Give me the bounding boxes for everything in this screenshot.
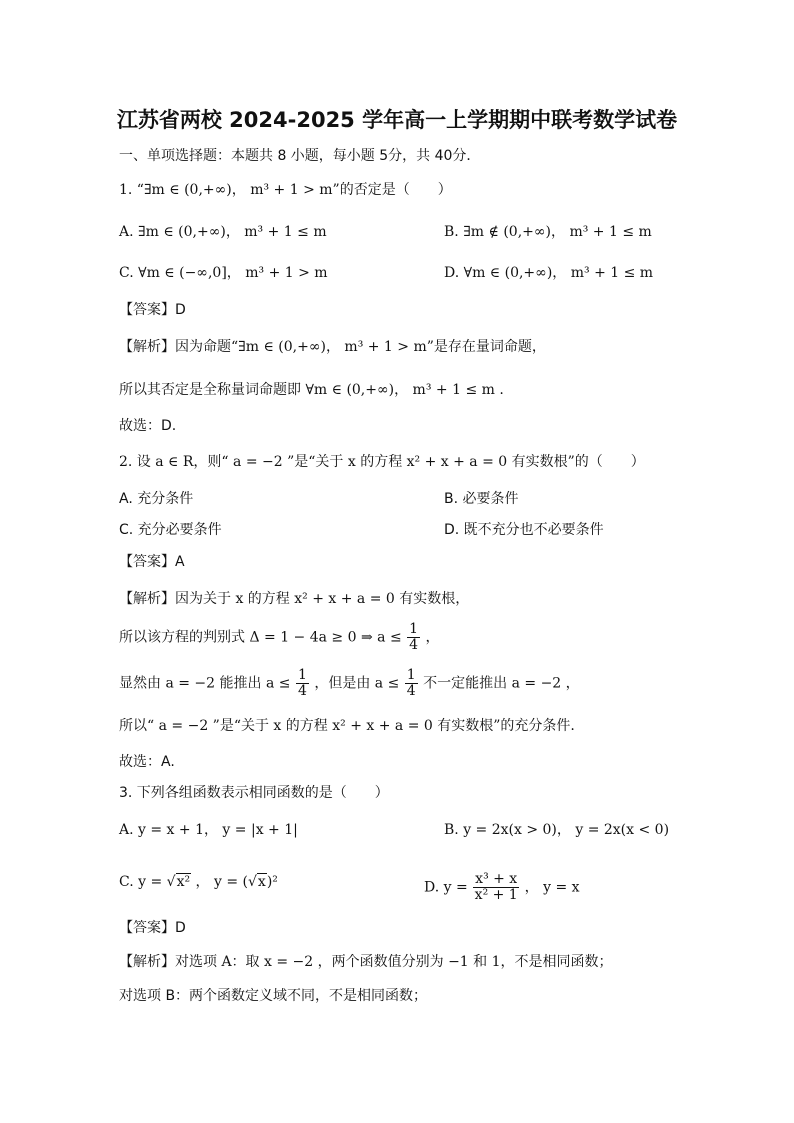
q2-option-d: D. 既不充分也不必要条件 [444,522,604,538]
q3-option-d [424,872,580,903]
q3-option-a: A. y = x + 1， y = |x + 1| [119,822,298,838]
q2-exp3-part-c: 不一定能推出 a = −2 ， [423,675,580,692]
q3-d-suffix: ， y = x [524,879,580,896]
q3-answer: 【答案】D [119,920,186,936]
sqrt-sign: √ [248,874,257,890]
section-heading: 一、单项选择题：本题共 8 小题，每小题 5分，共 40分． [119,148,481,164]
exam-title: 江苏省两校 2024-2025 学年高一上学期期中联考数学试卷 [116,108,678,132]
q2-option-c: C. 充分必要条件 [119,522,222,538]
q3-c-radicand-2: x [257,874,266,890]
q3-c-middle: ， y = ( [195,874,248,890]
fraction-denominator: 4 [406,683,416,699]
q3-d-fraction [473,872,519,903]
q3-c-radicand-1: x² [176,874,191,890]
q3-stem: 3. 下列各组函数表示相同函数的是（ ） [119,785,389,801]
q2-exp2-text: 所以该方程的判别式 Δ = 1 − 4a ≥ 0 ⇒ a ≤ [119,629,402,646]
q3-d-numerator: x³ + x [475,871,518,887]
q1-choose: 故选：D. [119,418,177,434]
fraction-one-quarter [405,668,418,699]
q2-option-a: A. 充分条件 [119,491,194,507]
sqrt-sign: √ [166,874,176,890]
q3-c-suffix: )² [266,874,278,890]
q1-explanation-1: 【解析】因为命题“∃m ∈ (0,+∞)， m³ + 1 > m”是存在量词命题， [119,339,546,355]
q1-stem: 1. “∃m ∈ (0,+∞)， m³ + 1 > m”的否定是（ ） [119,182,452,198]
fraction-one-quarter [296,668,309,699]
q3-d-denominator: x² + 1 [474,887,518,903]
q2-choose: 故选：A. [119,754,175,770]
fraction-denominator: 4 [409,637,419,653]
fraction-numerator: 1 [409,621,419,637]
q2-explanation-4: 所以“ a = −2 ”是“关于 x 的方程 x² + x + a = 0 有实数根”的充分条件. [119,718,575,734]
q1-answer: 【答案】D [119,302,186,318]
q2-answer: 【答案】A [119,554,185,570]
q2-explanation-2 [119,622,440,653]
q3-d-prefix: D. y = [424,879,468,896]
q2-explanation-1: 【解析】因为关于 x 的方程 x² + x + a = 0 有实数根， [119,591,470,607]
q3-c-prefix: C. y = [119,874,163,890]
q3-option-c [119,872,278,892]
q1-option-a: A. ∃m ∈ (0,+∞)， m³ + 1 ≤ m [119,224,327,240]
q2-exp3-part-a: 显然由 a = −2 能推出 a ≤ [119,675,291,692]
fraction-denominator: 4 [297,683,307,699]
q2-exp2-tail: ， [425,629,440,646]
fraction-one-quarter [407,622,420,653]
q2-option-b: B. 必要条件 [444,491,519,507]
q2-stem: 2. 设 a ∈ R，则“ a = −2 ”是“关于 x 的方程 x² + x + a = 0 有实数根”的（ ） [119,454,645,470]
q2-exp3-part-b: ，但是由 a ≤ [314,675,400,692]
q1-option-c: C. ∀m ∈ (−∞,0]， m³ + 1 > m [119,265,328,281]
q1-explanation-2: 所以其否定是全称量词命题即 ∀m ∈ (0,+∞)， m³ + 1 ≤ m . [119,382,504,398]
q3-option-b: B. y = 2x(x > 0)， y = 2x(x < 0) [444,822,670,838]
fraction-numerator: 1 [297,667,307,683]
q3-explanation-1: 【解析】对选项 A：取 x = −2 ，两个函数值分别为 −1 和 1，不是相同函数； [119,954,613,970]
fraction-numerator: 1 [406,667,416,683]
q3-explanation-2: 对选项 B：两个函数定义域不同，不是相同函数； [119,988,428,1004]
q1-option-b: B. ∃m ∉ (0,+∞)， m³ + 1 ≤ m [444,224,652,240]
q2-explanation-3 [119,668,580,699]
q1-option-d: D. ∀m ∈ (0,+∞)， m³ + 1 ≤ m [444,265,654,281]
